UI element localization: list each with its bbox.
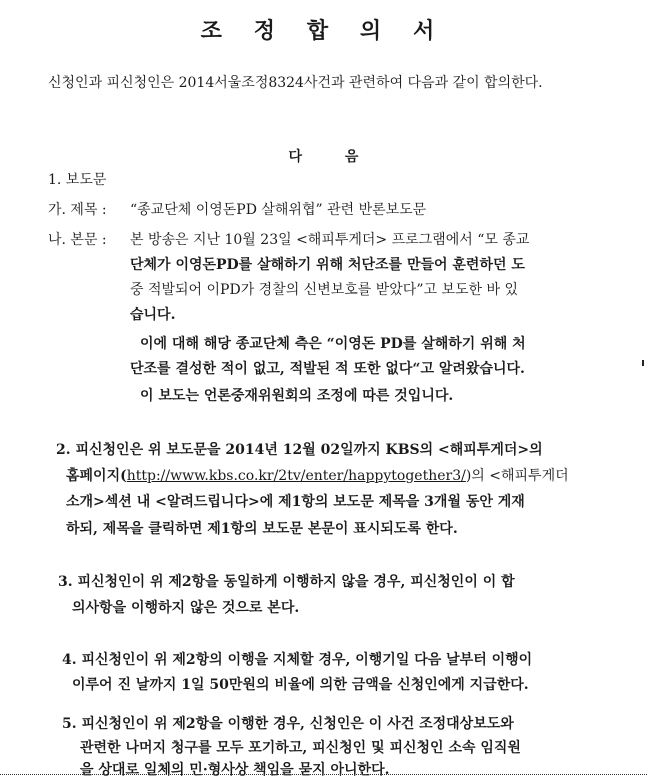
section1-label: 1. 보도문 bbox=[48, 172, 107, 188]
section5-line-3: 을 상대로 일체의 민·형사상 책임을 묻지 아니한다. bbox=[80, 762, 390, 778]
section2-line-2 bbox=[66, 466, 569, 486]
section5-line-2: 관련한 나머지 청구를 모두 포기하고, 피신청인 및 피신청인 소속 임직원 bbox=[80, 740, 521, 756]
item-na-line-4: 습니다. bbox=[130, 307, 176, 323]
margin-mark bbox=[642, 360, 644, 366]
section2-line-4: 하되, 제목을 클릭하면 제1항의 보도문 본문이 표시되도록 한다. bbox=[66, 521, 458, 537]
item-na-label: 나. 본문 : bbox=[48, 232, 107, 248]
item-na-line-3: 중 적발되어 이PD가 경찰의 신변보호를 받았다”고 보도한 바 있 bbox=[130, 282, 518, 298]
section3-line-2: 의사항을 이행하지 않은 것으로 본다. bbox=[72, 600, 300, 616]
para3: 이 보도는 언론중재위원회의 조정에 따른 것입니다. bbox=[140, 388, 454, 404]
section2-line-2-suffix: )의 <해피투게더 bbox=[465, 468, 569, 484]
para2-line-1: 이에 대해 해당 종교단체 측은 “이영돈 PD를 살해하기 위해 처 bbox=[140, 336, 526, 352]
section-heading: 다 음 bbox=[288, 149, 359, 165]
item-ga-label: 가. 제목 : bbox=[48, 202, 107, 218]
page-break-rule bbox=[0, 774, 647, 775]
section2-line-3: 소개>섹션 내 <알려드립니다>에 제1항의 보도문 제목을 3개월 동안 게재 bbox=[66, 494, 525, 510]
section2-line-1: 2. 피신청인은 위 보도문을 2014년 12월 02일까지 KBS의 <해피투게더>의 bbox=[56, 442, 543, 458]
happytogether-homepage-link[interactable]: http://www.kbs.co.kr/2tv/enter/happytogether3/ bbox=[126, 468, 466, 484]
document-title: 조 정 합 의 서 bbox=[200, 19, 447, 44]
intro-paragraph: 신청인과 피신청인은 2014서울조정8324사건과 관련하여 다음과 같이 합의한다. bbox=[48, 75, 543, 91]
section5-line-1: 5. 피신청인이 위 제2항을 이행한 경우, 신청인은 이 사건 조정대상보도와 bbox=[62, 716, 514, 732]
section4-line-1: 4. 피신청인이 위 제2항의 이행을 지체할 경우, 이행기일 다음 날부터 이행이 bbox=[62, 652, 533, 668]
item-na-line-1: 본 방송은 지난 10월 23일 <해피투게더> 프로그램에서 “모 종교 bbox=[130, 232, 530, 248]
section2-homepage-prefix: 홈페이지( bbox=[66, 468, 127, 484]
section4-line-2: 이루어 진 날까지 1일 50만원의 비율에 의한 금액을 신청인에게 지급한다. bbox=[72, 677, 529, 693]
para2-line-2: 단조를 결성한 적이 없고, 적발된 적 또한 없다“고 알려왔습니다. bbox=[130, 361, 525, 377]
item-ga-text: “종교단체 이영돈PD 살해위협” 관련 반론보도문 bbox=[130, 202, 427, 218]
section3-line-1: 3. 피신청인이 위 제2항을 동일하게 이행하지 않을 경우, 피신청인이 이 합 bbox=[58, 574, 515, 590]
item-na-line-2: 단체가 이영돈PD를 살해하기 위해 처단조를 만들어 훈련하던 도 bbox=[130, 257, 525, 273]
